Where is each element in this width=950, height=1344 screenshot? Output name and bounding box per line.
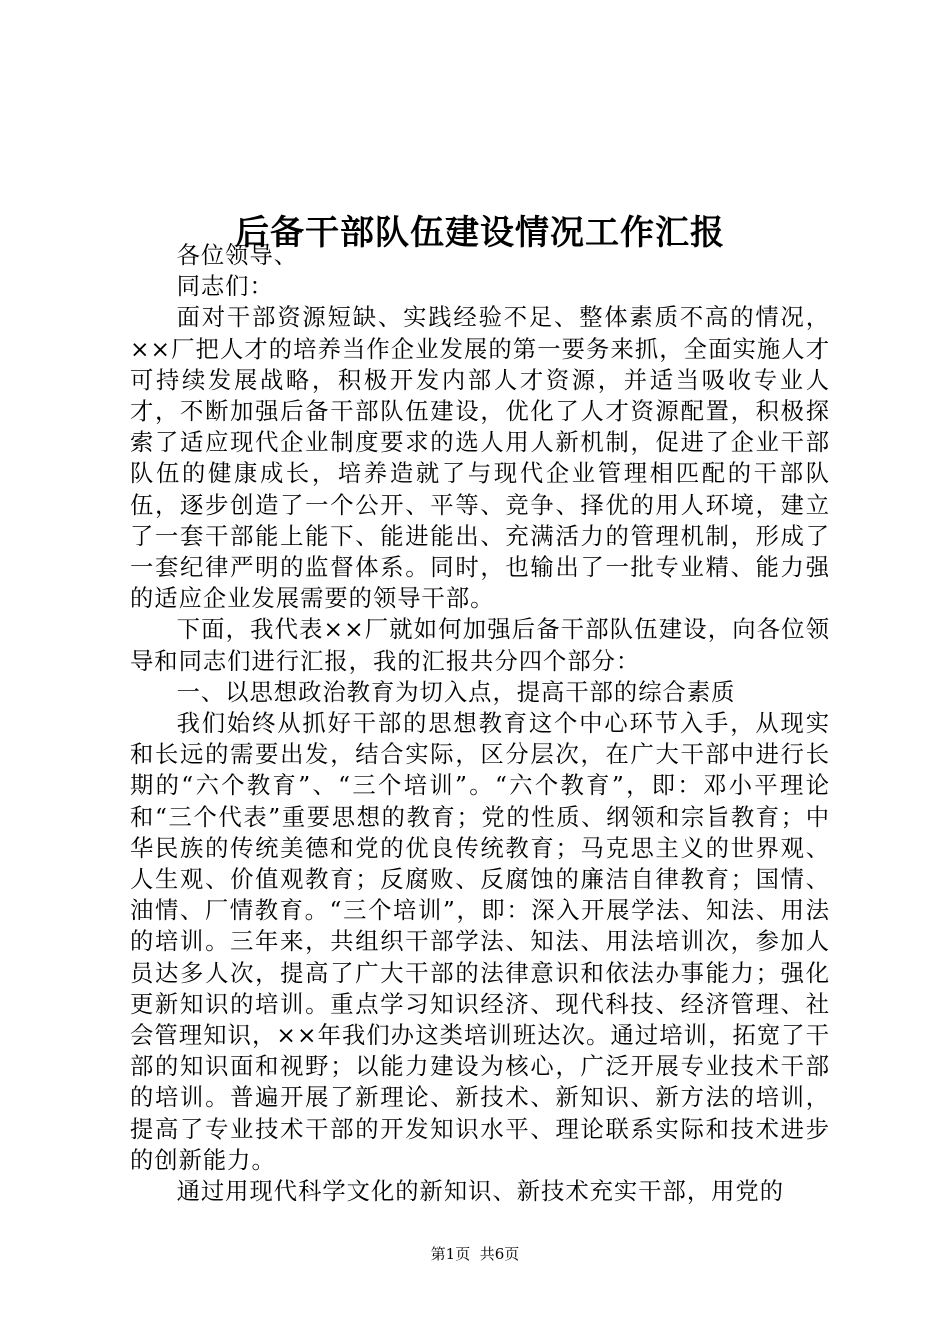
body-paragraph: 我们始终从抓好干部的思想教育这个中心环节入手，从现实和长远的需要出发，结合实际，区分层次，在广大干部中进行长期的“六个教育”、“三个培训”。“六个教育”，即：邓小平理论和“三个代表”重要思想的教育；党的性质、纲领和宗旨教育；中华民族的传统美德和党的优良传统教育；马克思主义的世界观、人生观、价值观教育；反腐败、反腐蚀的廉洁自律教育；国情、油情、厂情教育。“三个培训”，即：深入开展学法、知法、用法的培训。三年来，共组织干部学法、知法、用法培训次，参加人员达多人次，提高了广大干部的法律意识和依法办事能力；强化更新知识的培训。重点学习知识经济、现代科技、经济管理、社会管理知识，××年我们办这类培训班达次。通过培训，拓宽了干部的知识面和视野；以能力建设为核心，广泛开展专业技术干部的培训。普遍开展了新理论、新技术、新知识、新方法的培训，提高了专业技术干部的开发知识水平、理论联系实际和技术进步的创新能力。 — [130, 710, 830, 1174]
salutation-line: 同志们： — [176, 273, 274, 301]
document-body — [130, 240, 830, 1207]
section-heading: 一、以思想政治教育为切入点，提高干部的综合素质 — [176, 678, 736, 706]
page-total: 共6页 — [479, 1245, 520, 1263]
page-number: 第1页 — [430, 1245, 471, 1263]
body-paragraph: 面对干部资源短缺、实践经验不足、整体素质不高的情况，××厂把人才的培养当作企业发展的第一要务来抓，全面实施人才可持续发展战略，积极开发内部人才资源，并适当吸收专业人才，不断加强后备干部队伍建设，优化了人才资源配置，积极探索了适应现代企业制度要求的选人用人新机制，促进了企业干部队伍的健康成长，培养造就了与现代企业管理相匹配的干部队伍，逐步创造了一个公开、平等、竞争、择优的用人环境，建立了一套干部能上能下、能进能出、充满活力的管理机制，形成了一套纪律严明的监督体系。同时，也输出了一批专业精、能力强的适应企业发展需要的领导干部。 — [130, 304, 830, 613]
document-title: 后备干部队伍建设情况工作汇报 — [235, 212, 725, 253]
body-paragraph: 通过用现代科学文化的新知识、新技术充实干部，用党的 — [176, 1178, 785, 1206]
body-paragraph: 下面，我代表××厂就如何加强后备干部队伍建设，向各位领导和同志们进行汇报，我的汇报共分四个部分： — [130, 616, 830, 675]
page-footer — [0, 1244, 950, 1264]
salutation-line: 各位领导、 — [176, 242, 299, 269]
